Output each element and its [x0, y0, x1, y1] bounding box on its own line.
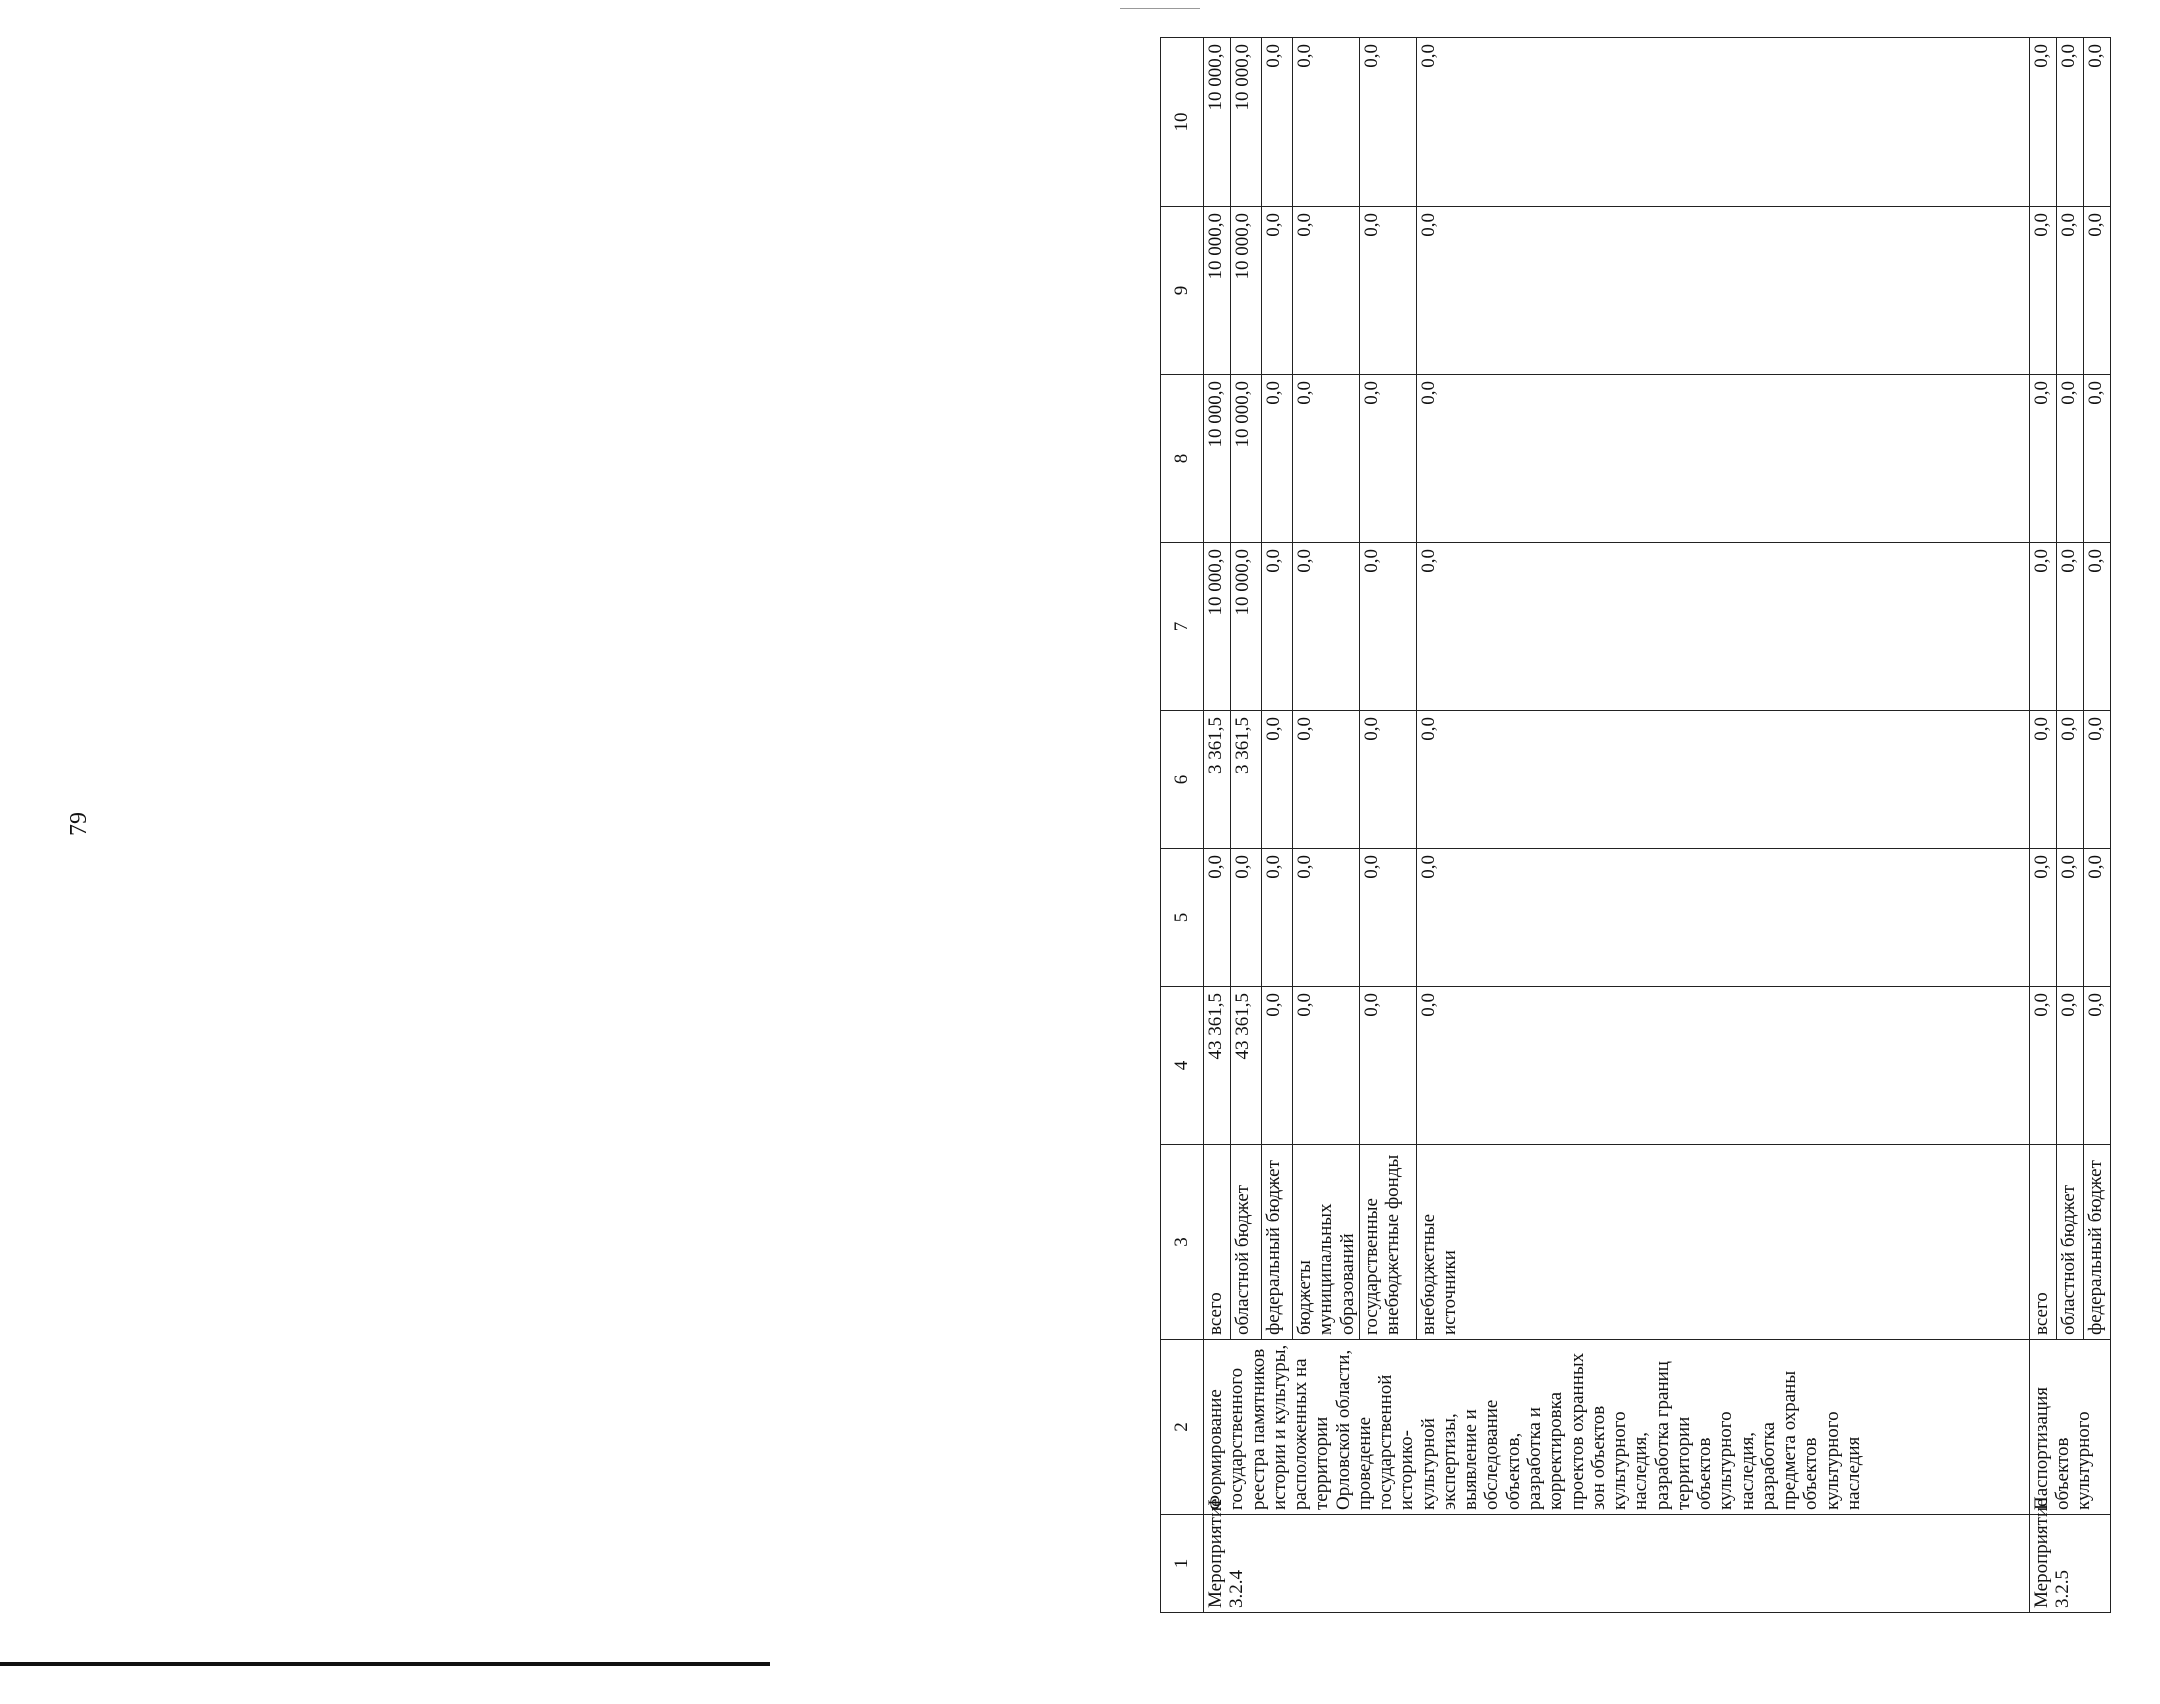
event-description: Паспортизация объектов культурного — [2029, 1340, 2110, 1515]
value-cell: 0,0 — [1359, 987, 1416, 1145]
value-cell: 43 361,5 — [1204, 987, 1231, 1145]
value-cell: 0,0 — [2056, 987, 2083, 1145]
value-cell: 3 361,5 — [1204, 711, 1231, 849]
value-cell: 0,0 — [1293, 711, 1360, 849]
value-cell: 0,0 — [2029, 711, 2056, 849]
funding-source: государственные внебюджетные фонды — [1359, 1145, 1416, 1340]
value-cell: 0,0 — [2056, 207, 2083, 375]
header-cell: 9 — [1161, 207, 1204, 375]
header-cell: 2 — [1161, 1340, 1204, 1515]
empty-cell — [1979, 1145, 2030, 1340]
funding-source: внебюджетные источники — [1416, 1145, 1979, 1340]
value-cell: 0,0 — [1293, 207, 1360, 375]
value-cell: 0,0 — [1416, 711, 1979, 849]
header-cell: 7 — [1161, 543, 1204, 711]
value-cell: 0,0 — [2056, 711, 2083, 849]
value-cell: 0,0 — [1262, 987, 1293, 1145]
value-cell: 0,0 — [2056, 849, 2083, 987]
empty-cell — [1979, 375, 2030, 543]
budget-table — [1160, 37, 2111, 1613]
value-cell: 0,0 — [2056, 38, 2083, 207]
value-cell: 0,0 — [1293, 987, 1360, 1145]
value-cell: 10 000,0 — [1204, 375, 1231, 543]
funding-source: федеральный бюджет — [1262, 1145, 1293, 1340]
value-cell: 0,0 — [2083, 543, 2110, 711]
value-cell: 0,0 — [1359, 849, 1416, 987]
value-cell: 10 000,0 — [1204, 207, 1231, 375]
value-cell: 0,0 — [1262, 543, 1293, 711]
header-row — [1161, 38, 1204, 1613]
value-cell: 0,0 — [2083, 375, 2110, 543]
empty-cell — [1979, 849, 2030, 987]
value-cell: 0,0 — [1416, 543, 1979, 711]
value-cell: 0,0 — [1293, 543, 1360, 711]
value-cell: 0,0 — [1416, 375, 1979, 543]
event-label: Мероприятие 3.2.4 — [1204, 1515, 2030, 1613]
value-cell: 10 000,0 — [1231, 38, 1262, 207]
empty-cell — [1979, 38, 2030, 207]
value-cell: 0,0 — [1293, 849, 1360, 987]
value-cell: 0,0 — [2029, 849, 2056, 987]
value-cell: 3 361,5 — [1231, 711, 1262, 849]
funding-source: всего — [1204, 1145, 1231, 1340]
value-cell: 0,0 — [2029, 207, 2056, 375]
value-cell: 10 000,0 — [1204, 38, 1231, 207]
value-cell: 0,0 — [1231, 849, 1262, 987]
funding-source: федеральный бюджет — [2083, 1145, 2110, 1340]
scan-bottom-line — [0, 1662, 770, 1666]
value-cell: 10 000,0 — [1231, 375, 1262, 543]
funding-source: всего — [2029, 1145, 2056, 1340]
value-cell: 0,0 — [1359, 207, 1416, 375]
value-cell: 0,0 — [1416, 38, 1979, 207]
value-cell: 0,0 — [1359, 543, 1416, 711]
value-cell: 10 000,0 — [1231, 207, 1262, 375]
empty-cell — [1979, 711, 2030, 849]
empty-cell — [1979, 543, 2030, 711]
value-cell: 10 000,0 — [1204, 543, 1231, 711]
value-cell: 0,0 — [2029, 38, 2056, 207]
value-cell: 0,0 — [1262, 207, 1293, 375]
value-cell: 0,0 — [1359, 375, 1416, 543]
table-row — [1204, 38, 1231, 1613]
value-cell: 43 361,5 — [1231, 987, 1262, 1145]
value-cell: 10 000,0 — [1231, 543, 1262, 711]
header-cell: 5 — [1161, 849, 1204, 987]
scan-edge-line — [1120, 8, 1200, 9]
empty-cell — [1979, 207, 2030, 375]
value-cell: 0,0 — [2029, 375, 2056, 543]
value-cell: 0,0 — [2029, 543, 2056, 711]
empty-cell — [1979, 987, 2030, 1145]
value-cell: 0,0 — [2083, 987, 2110, 1145]
funding-source: областной бюджет — [2056, 1145, 2083, 1340]
value-cell: 0,0 — [1359, 38, 1416, 207]
value-cell: 0,0 — [2029, 987, 2056, 1145]
value-cell: 0,0 — [2056, 375, 2083, 543]
value-cell: 0,0 — [1204, 849, 1231, 987]
value-cell: 0,0 — [1262, 375, 1293, 543]
value-cell: 0,0 — [1293, 38, 1360, 207]
value-cell: 0,0 — [2056, 543, 2083, 711]
value-cell: 0,0 — [1262, 711, 1293, 849]
header-cell: 10 — [1161, 38, 1204, 207]
value-cell: 0,0 — [1293, 375, 1360, 543]
table-row — [2029, 38, 2056, 1613]
funding-source: бюджеты муниципальных образований — [1293, 1145, 1360, 1340]
value-cell: 0,0 — [1262, 849, 1293, 987]
header-cell: 1 — [1161, 1515, 1204, 1613]
header-cell: 6 — [1161, 711, 1204, 849]
value-cell: 0,0 — [2083, 38, 2110, 207]
value-cell: 0,0 — [2083, 849, 2110, 987]
value-cell: 0,0 — [2083, 207, 2110, 375]
value-cell: 0,0 — [1359, 711, 1416, 849]
value-cell: 0,0 — [1416, 849, 1979, 987]
rotated-table-wrapper — [1160, 38, 2160, 1613]
page-number: 79 — [66, 812, 92, 836]
event-description: Формирование государственного реестра памятников истории и культуры, расположенных на территории Орловской области, проведение государственной историко-культурной экспертизы, выявление и обследование объектов, разработка и корректировка проектов охранных зон объектов культурного наследия, разработка границ территории объектов культурного наследия, разработка предмета охраны объектов культурного наследия — [1204, 1340, 2030, 1515]
value-cell: 0,0 — [1416, 207, 1979, 375]
header-cell: 8 — [1161, 375, 1204, 543]
value-cell: 0,0 — [1262, 38, 1293, 207]
value-cell: 0,0 — [1416, 987, 1979, 1145]
event-label: Мероприятие 3.2.5 — [2029, 1515, 2110, 1613]
header-cell: 4 — [1161, 987, 1204, 1145]
value-cell: 0,0 — [2083, 711, 2110, 849]
funding-source: областной бюджет — [1231, 1145, 1262, 1340]
header-cell: 3 — [1161, 1145, 1204, 1340]
